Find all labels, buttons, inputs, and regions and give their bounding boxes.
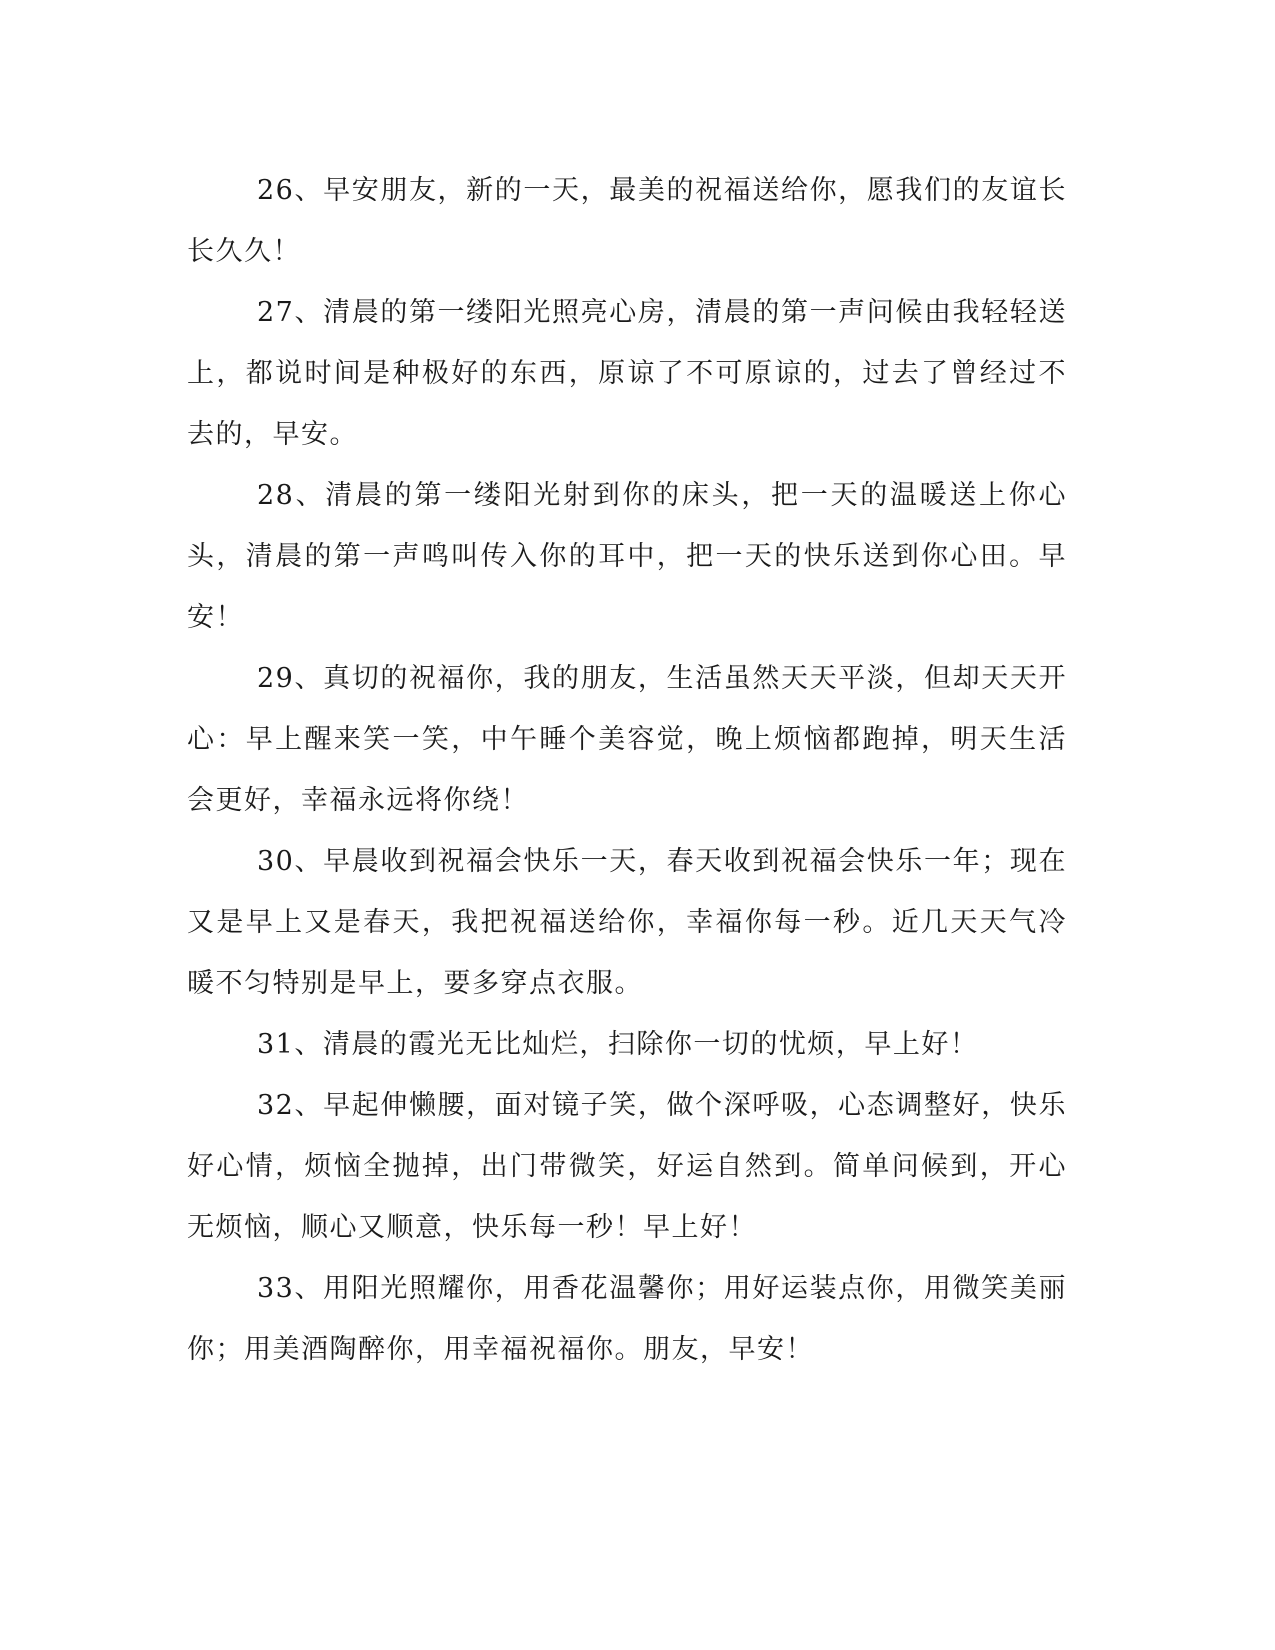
document-body (187, 160, 1067, 1380)
paragraph-33: 33、用阳光照耀你，用香花温馨你；用好运装点你，用微笑美丽你；用美酒陶醉你，用幸福祝福你。朋友，早安！ (187, 1273, 1067, 1365)
paragraph-28: 28、清晨的第一缕阳光射到你的床头，把一天的温暖送上你心头，清晨的第一声鸣叫传入你的耳中，把一天的快乐送到你心田。早安！ (187, 480, 1067, 633)
paragraph-26: 26、早安朋友，新的一天，最美的祝福送给你，愿我们的友谊长长久久！ (187, 175, 1067, 267)
paragraph-27: 27、清晨的第一缕阳光照亮心房，清晨的第一声问候由我轻轻送上，都说时间是种极好的东西，原谅了不可原谅的，过去了曾经过不去的，早安。 (187, 297, 1067, 450)
paragraph-30: 30、早晨收到祝福会快乐一天，春天收到祝福会快乐一年；现在又是早上又是春天，我把祝福送给你，幸福你每一秒。近几天天气冷暖不匀特别是早上，要多穿点衣服。 (187, 846, 1067, 999)
paragraph-31: 31、清晨的霞光无比灿烂，扫除你一切的忧烦，早上好！ (257, 1029, 979, 1060)
paragraph-32: 32、早起伸懒腰，面对镜子笑，做个深呼吸，心态调整好，快乐好心情，烦恼全抛掉，出门带微笑，好运自然到。简单问候到，开心无烦恼，顺心又顺意，快乐每一秒！早上好！ (187, 1090, 1067, 1243)
paragraph-29: 29、真切的祝福你，我的朋友，生活虽然天天平淡，但却天天开心：早上醒来笑一笑，中午睡个美容觉，晚上烦恼都跑掉，明天生活会更好，幸福永远将你绕！ (187, 663, 1067, 816)
